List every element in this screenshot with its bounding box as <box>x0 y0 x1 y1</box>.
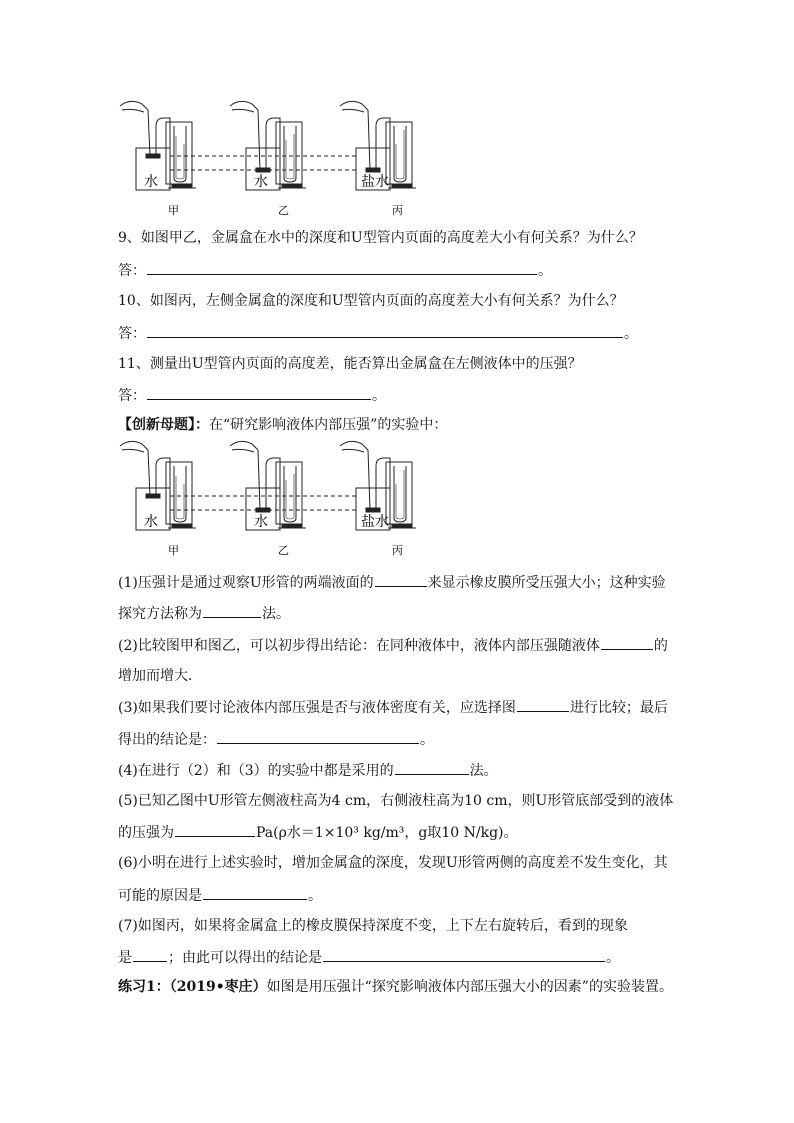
answer-blank[interactable] <box>203 603 261 618</box>
beaker-label-1: 水 <box>144 174 158 190</box>
answer-9: 答： 。 <box>118 260 552 281</box>
answer-blank[interactable] <box>217 729 419 744</box>
question-9: 9、如图甲乙，金属盒在水中的深度和U型管内页面的高度差大小有何关系？为什么？ <box>118 230 643 246</box>
answer-blank[interactable] <box>147 385 371 400</box>
part-1-line-1: (1)压强计是通过观察U形管的两端液面的 来显示橡皮膜所受压强大小；这种实验 <box>118 572 666 593</box>
figure-caption-3: 丙 <box>392 204 403 217</box>
answer-blank[interactable] <box>517 697 569 712</box>
part-3-line-2: 得出的结论是： 。 <box>118 729 434 750</box>
figure-caption-2: 乙 <box>278 204 289 217</box>
answer-blank[interactable] <box>147 323 623 338</box>
part-7-line-1: (7)如图丙，如果将金属盒上的橡皮膜保持深度不变，上下左右旋转后，看到的现象 <box>118 918 628 934</box>
beaker-label-3: 盐水 <box>361 514 389 530</box>
part-5-line-2: 的压强为 Pa(ρ水＝1×10³ kg/m³，g取10 N/kg)。 <box>118 822 518 843</box>
answer-blank[interactable] <box>203 885 307 900</box>
figure-caption-1: 甲 <box>168 204 179 217</box>
question-10: 10、如图丙，左侧金属盒的深度和U型管内页面的高度差大小有何关系？为什么？ <box>118 293 624 309</box>
innovation-heading: 【创新母题】：在“研究影响液体内部压强”的实验中： <box>118 417 448 433</box>
answer-blank[interactable] <box>133 947 167 962</box>
beaker-label-2: 水 <box>254 514 268 530</box>
beaker-label-2: 水 <box>254 174 268 190</box>
part-3-line-1: (3)如果我们要讨论液体内部压强是否与液体密度有关，应选择图 进行比较；最后 <box>118 697 668 718</box>
answer-10: 答： 。 <box>118 323 638 344</box>
exercise-1: 练习1：（2019•枣庄）如图是用压强计“探究影响液体内部压强大小的因素”的实验装置。 <box>118 979 673 995</box>
answer-blank[interactable] <box>175 822 255 837</box>
part-5-line-1: (5)已知乙图中U形管左侧液柱高为4 cm，右侧液柱高为10 cm，则U形管底部受到的液体 <box>118 793 674 809</box>
beaker-label-1: 水 <box>144 514 158 530</box>
answer-blank[interactable] <box>323 947 605 962</box>
pressure-gauge-figure-2 <box>118 436 438 566</box>
answer-blank[interactable] <box>147 260 537 275</box>
answer-blank[interactable] <box>395 760 469 775</box>
figure-caption-2: 乙 <box>278 544 289 557</box>
part-6-line-1: (6)小明在进行上述实验时，增加金属盒的深度，发现U形管两侧的高度差不发生变化，其 <box>118 855 668 871</box>
question-11: 11、测量出U型管内页面的高度差，能否算出金属盒在左侧液体中的压强？ <box>118 356 582 372</box>
pressure-gauge-figure-1 <box>118 96 438 226</box>
answer-blank[interactable] <box>601 635 653 650</box>
part-6-line-2: 可能的原因是 。 <box>118 885 322 906</box>
figure-caption-1: 甲 <box>168 544 179 557</box>
answer-blank[interactable] <box>375 572 427 587</box>
answer-11: 答： 。 <box>118 385 386 406</box>
figure-caption-3: 丙 <box>392 544 403 557</box>
part-4: (4)在进行（2）和（3）的实验中都是采用的 法。 <box>118 760 498 781</box>
beaker-label-3: 盐水 <box>361 174 389 190</box>
part-2-line-2: 增加而增大． <box>118 668 202 684</box>
part-7-line-2: 是 ；由此可以得出的结论是 。 <box>118 947 620 968</box>
part-1-line-2: 探究方法称为 法。 <box>118 603 290 624</box>
part-2-line-1: (2)比较图甲和图乙，可以初步得出结论：在同种液体中，液体内部压强随液体 的 <box>118 635 668 656</box>
